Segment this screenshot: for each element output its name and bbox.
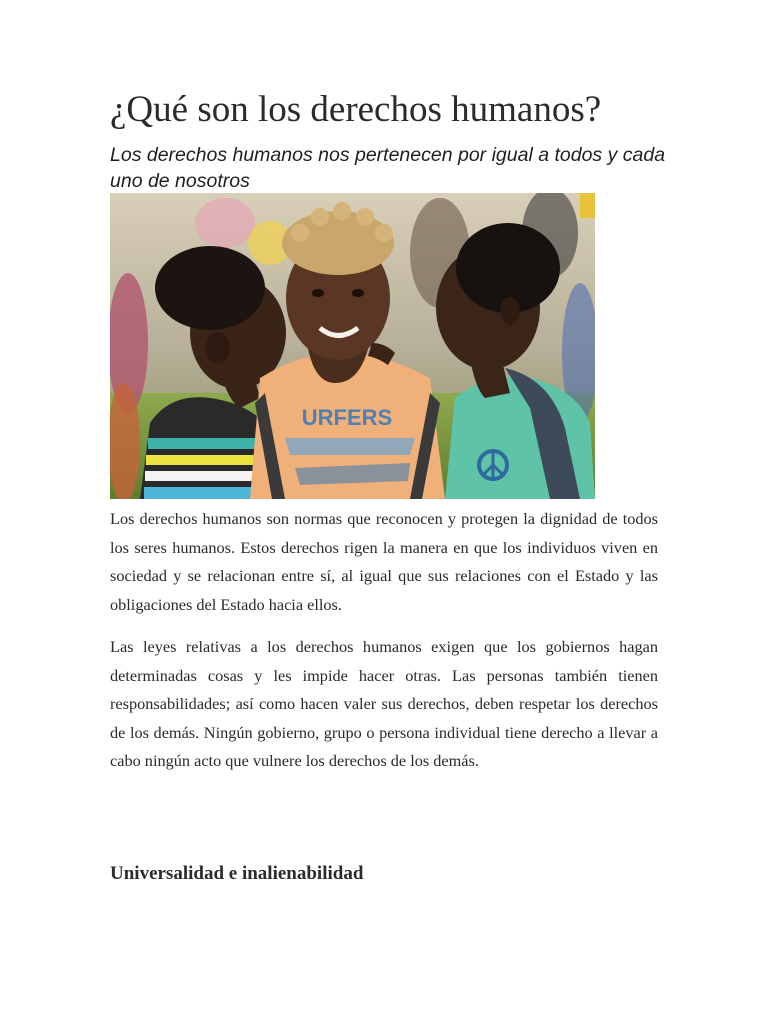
paragraph-2: Las leyes relativas a los derechos humanos exigen que los gobiernos hagan determinadas cosas y les impide hacer otras. Las personas también tienen responsabilidades; así como hacen valer sus derechos, deben respetar los derechos de los demás. Ningún gobierno, grupo o persona individual tiene derecho a llevar a cabo ningún acto que vulnere los derechos de los demás. <box>110 637 658 770</box>
shirt-text: URFERS <box>301 405 393 430</box>
paragraph-1: Los derechos humanos son normas que reconocen y protegen la dignidad de todos los seres humanos. Estos derechos rigen la manera en que los individuos viven en sociedad y se relacionan entre sí, al igual que sus relaciones con el Estado y las obligaciones del Estado hacia ellos. <box>110 509 658 614</box>
photo-three-girls <box>110 193 595 499</box>
page-subtitle: Los derechos humanos nos pertenecen por igual a todos y cada uno de nosotros <box>110 144 666 192</box>
page-title: ¿Qué son los derechos humanos? <box>110 89 602 130</box>
section-heading: Universalidad e inalienabilidad <box>110 863 364 884</box>
